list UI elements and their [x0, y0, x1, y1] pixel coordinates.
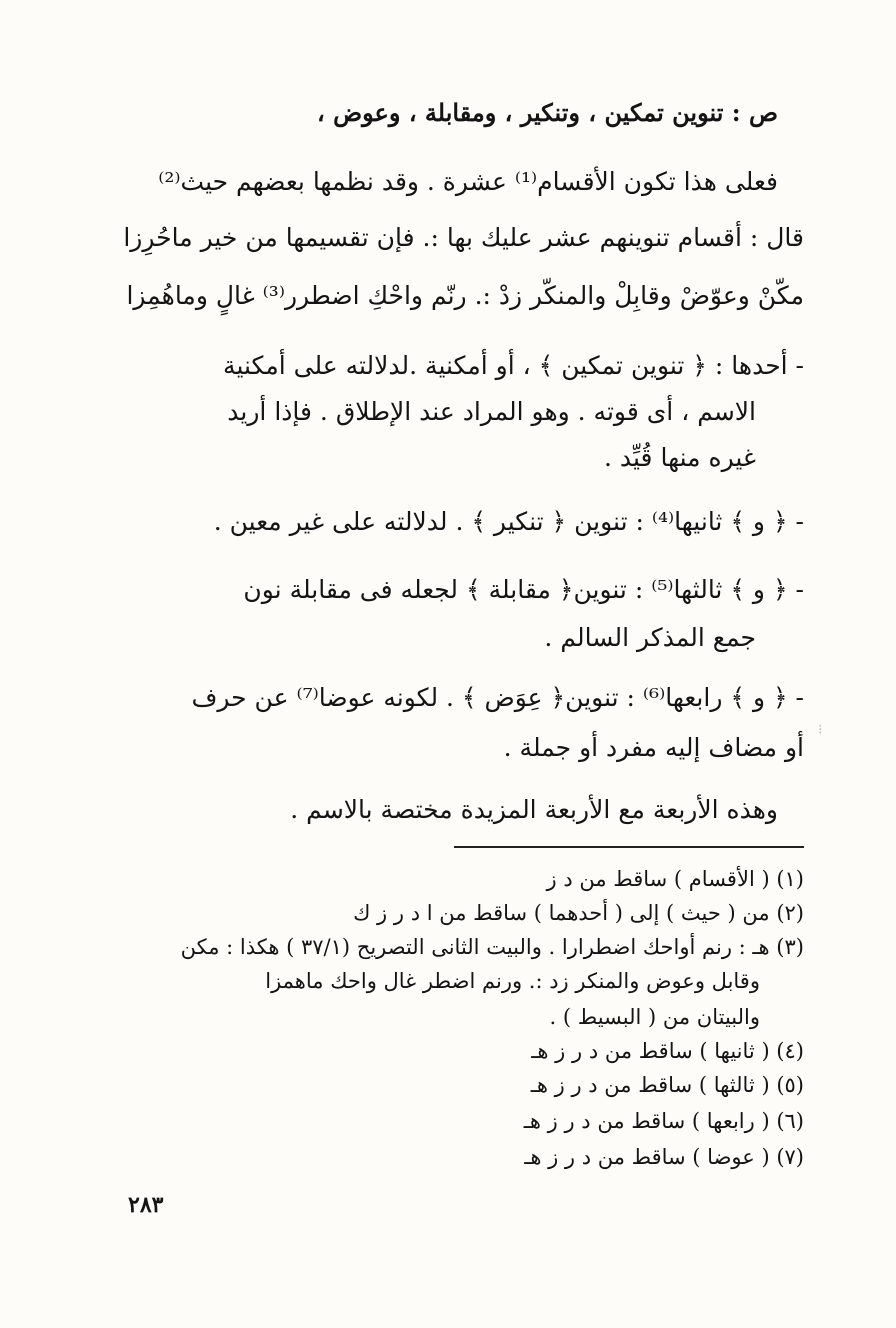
- section-header: ص : تنوين تمكين ، وتنكير ، ومقابلة ، وعوض ،: [317, 98, 778, 127]
- footnote: (١) ( الأقسام ) ساقط من د ز: [546, 867, 804, 891]
- list-item-first: - أحدها : ﴿ تنوين تمكين ﴾ ، أو أمكنية .لدلالته على أمكنية: [223, 351, 804, 380]
- list-item-second: - ﴿ و ﴾ ثانيها⁽⁴⁾ : تنوين ﴿ تنكير ﴾ . لدلالته على غير معين .: [213, 507, 804, 536]
- page-number: ٢٨٣: [128, 1192, 164, 1218]
- list-item-continuation: أو مضاف إليه مفرد أو جملة .: [503, 733, 804, 762]
- footnote: (٤) ( ثانيها ) ساقط من د ر ز هـ: [531, 1039, 804, 1063]
- margin-mark: ⁝: [818, 722, 823, 738]
- list-item-third: - ﴿ و ﴾ ثالثها⁽⁵⁾ : تنوين﴿ مقابلة ﴾ لجعله فى مقابلة نون: [243, 575, 804, 604]
- footnote-divider: [454, 846, 804, 848]
- list-item-continuation: الاسم ، أى قوته . وهو المراد عند الإطلاق . فإذا أريد: [227, 397, 756, 426]
- list-item-fourth: - ﴿ و ﴾ رابعها⁽⁶⁾ : تنوين﴿ عِوَض ﴾ . لكونه عوضا⁽⁷⁾ عن حرف: [191, 683, 804, 712]
- footnote-continuation: والبيتان من ( البسيط ) .: [549, 1005, 760, 1029]
- list-item-continuation: جمع المذكر السالم .: [544, 623, 756, 652]
- paragraph-line: فعلى هذا تكون الأقسام⁽¹⁾ عشرة . وقد نظمها بعضهم حيث⁽²⁾: [158, 167, 778, 196]
- footnote: (٢) من ( حيث ) إلى ( أحدهما ) ساقط من ا د ر ز ك: [353, 901, 804, 925]
- footnote: (٦) ( رابعها ) ساقط من د ر ز هـ: [523, 1109, 804, 1133]
- footnote-continuation: وقابل وعوض والمنكر زد :. ورنم اضطر غال واحك ماهمزا: [265, 969, 760, 993]
- footnote: (٣) هـ : رنم أواحك اضطرارا . والبيت الثانى التصريح (٣٧/١ ) هكذا : مكن: [180, 935, 804, 959]
- closing-paragraph: وهذه الأربعة مع الأربعة المزيدة مختصة بالاسم .: [290, 795, 778, 824]
- footnote: (٥) ( ثالثها ) ساقط من د ر ز هـ: [530, 1073, 804, 1097]
- verse-line: مكّنْ وعوّضْ وقابِلْ والمنكّر زدْ :. رنّم واحْكِ اضطرر⁽³⁾ غالٍ وماهُمِزا: [126, 281, 804, 310]
- paragraph-line: قال : أقسام تنوينهم عشر عليك بها :. فإن تقسيمها من خير ماحُرِزا: [123, 223, 804, 252]
- footnote: (٧) ( عوضا ) ساقط من د ر ز هـ: [524, 1145, 804, 1169]
- list-item-continuation: غيره منها قُيِّد .: [604, 443, 756, 472]
